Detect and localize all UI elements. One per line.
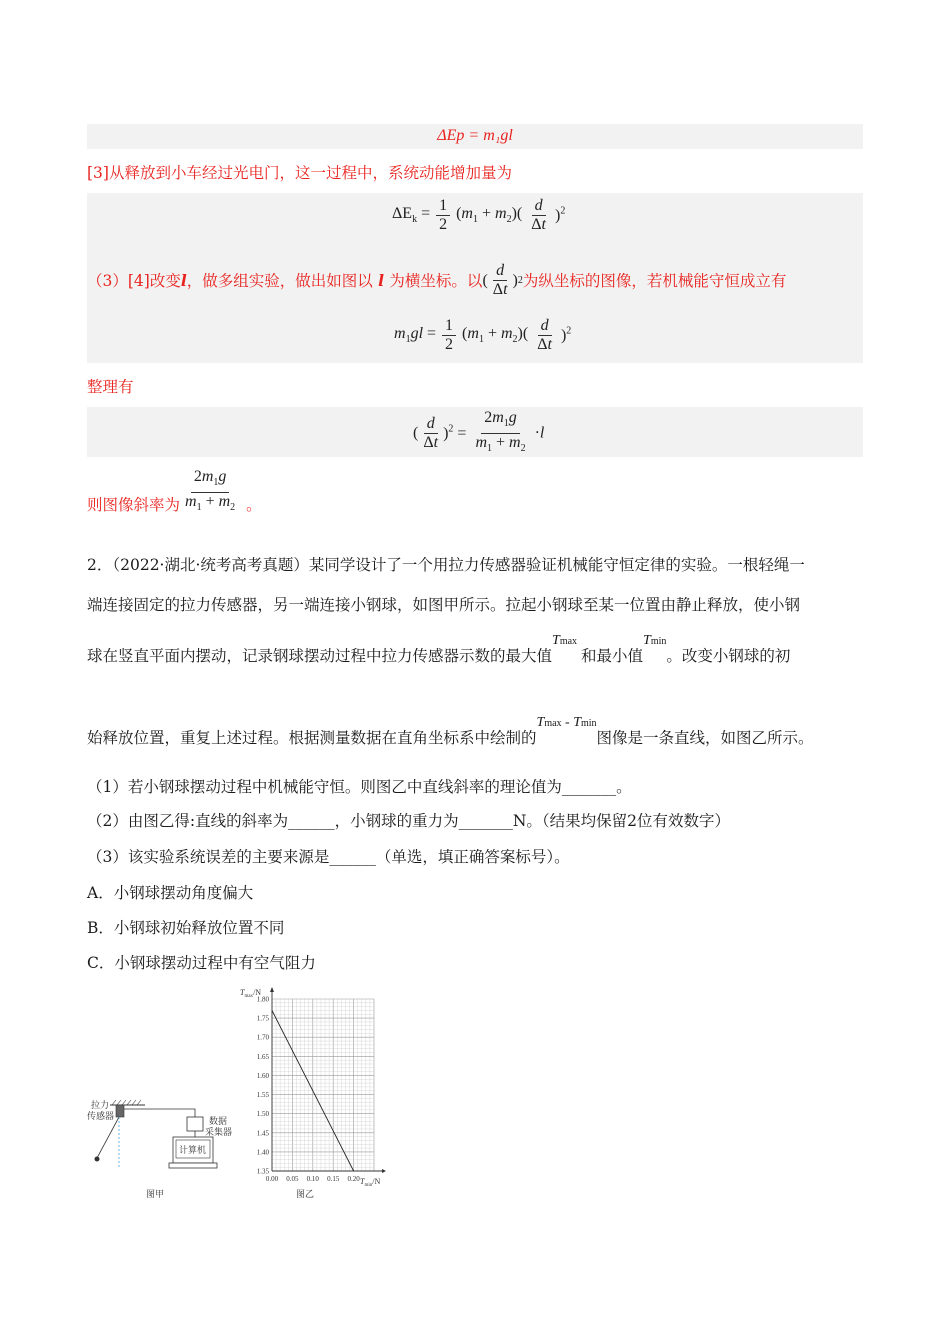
y-tick-label: 1.70 (256, 1033, 269, 1042)
x-tick-label: 0.00 (265, 1175, 279, 1183)
q2-option-a: A．小钢球摆动角度偏大 (87, 884, 254, 902)
collector-label-1: 数据 (209, 1116, 228, 1126)
x-tick-label: 0.15 (327, 1175, 340, 1183)
sensor-label-2: 传感器 (87, 1111, 115, 1121)
q2-line-4: 始释放位置，重复上述过程。根据测量数据在直角坐标系中绘制的 Tmax - Tmin 图像是一条直线，如图乙所示。 (87, 715, 814, 747)
y-axis-arrow (270, 987, 274, 992)
eq-potential-energy: ΔEp = m₁gl (437, 127, 513, 144)
figure-chart (238, 983, 398, 1205)
y-tick-label: 1.45 (256, 1129, 269, 1138)
steel-ball (95, 1157, 100, 1162)
y-tick-label: 1.50 (256, 1110, 269, 1119)
y-tick-label: 1.75 (256, 1014, 269, 1023)
q2-line-3: 球在竖直平面内摆动，记录钢球摆动过程中拉力传感器示数的最大值 Tmax 和最小值 Tmin 。改变小钢球的初 (87, 633, 791, 665)
sensor-label-1: 拉力 (91, 1100, 110, 1110)
x-axis-label: $T_{min}/N$ (360, 1177, 381, 1188)
q2-line-1: 2．（2022·湖北·统考高考真题）某同学设计了一个用拉力传感器验证机械能守恒定律的实验。一根轻绳一 (87, 556, 805, 574)
q2-sub-2: （2）由图乙得:直线的斜率为______，小钢球的重力为_______N。（结果均保留2位有效数字） (87, 812, 731, 830)
collector-label-2: 采集器 (205, 1127, 233, 1137)
y-tick-label: 1.80 (256, 995, 269, 1004)
eq-kinetic-energy: $\Delta E_k$ = $\frac{1}{2}$ $(m_1 + m_2)$( $\frac{d}{\Delta t}$ )$^2$ (392, 197, 566, 233)
sensor-block (116, 1105, 124, 1117)
text-zhengli: 整理有 (87, 378, 134, 396)
eq-energy-balance: $m_1gl$ = $\frac{1}{2}$ $(m_1 + m_2)$( $\frac{d}{\Delta t}$ )$^2$ (394, 317, 572, 353)
q2-sub-1: （1）若小钢球摆动过程中机械能守恒。则图乙中直线斜率的理论值为_______。 (87, 778, 632, 796)
y-tick-label: 1.35 (256, 1167, 269, 1176)
text-slope-result: 则图像斜率为 $\frac{2m_1g}{m_1 + m_2}$ 。 (87, 468, 262, 515)
caption-jia: 图甲 (146, 1189, 165, 1199)
x-tick-label: 0.20 (347, 1175, 360, 1183)
caption-yi: 图乙 (296, 1189, 315, 1199)
y-tick-label: 1.65 (256, 1052, 269, 1061)
q2-option-c: C．小钢球摆动过程中有空气阻力 (87, 954, 316, 972)
chart-axes (270, 987, 386, 1173)
text-line-kinetic: [3]从释放到小车经过光电门，这一过程中，系统动能增加量为 (87, 164, 512, 182)
figure-apparatus (85, 1095, 245, 1205)
eq-slope-relation: ( $\frac{d}{\Delta t}$ )$^2$ = $\frac{2m_1g}{m_1 + m_2}$ ·l (413, 409, 545, 455)
computer-label: 计算机 (179, 1145, 207, 1155)
q2-option-b: B．小钢球初始释放位置不同 (87, 919, 285, 937)
y-tick-label: 1.40 (256, 1148, 269, 1157)
y-axis-label: $T_{max}/N$ (240, 988, 262, 999)
y-tick-label: 1.60 (256, 1071, 269, 1080)
y-tick-label: 1.55 (256, 1091, 269, 1100)
q2-line-2: 端连接固定的拉力传感器，另一端连接小钢球，如图甲所示。拉起小钢球至某一位置由静止释放，使小钢 (87, 596, 801, 614)
data-collector-box (187, 1117, 203, 1131)
q2-sub-3: （3）该实验系统误差的主要来源是______（单选，填正确答案标号）。 (87, 848, 570, 866)
x-axis-arrow (382, 1169, 386, 1173)
chart-grid (272, 999, 374, 1171)
x-tick-label: 0.10 (306, 1175, 319, 1183)
x-tick-label: 0.05 (286, 1175, 299, 1183)
text-line-change-l: （3）[4]改变 l ，做多组实验，做出如图以 l 为横坐标。以 ( $\frac{d}{\Delta t}$ ) 2 为纵坐标的图像，若机械能守恒成立有 (87, 262, 787, 298)
